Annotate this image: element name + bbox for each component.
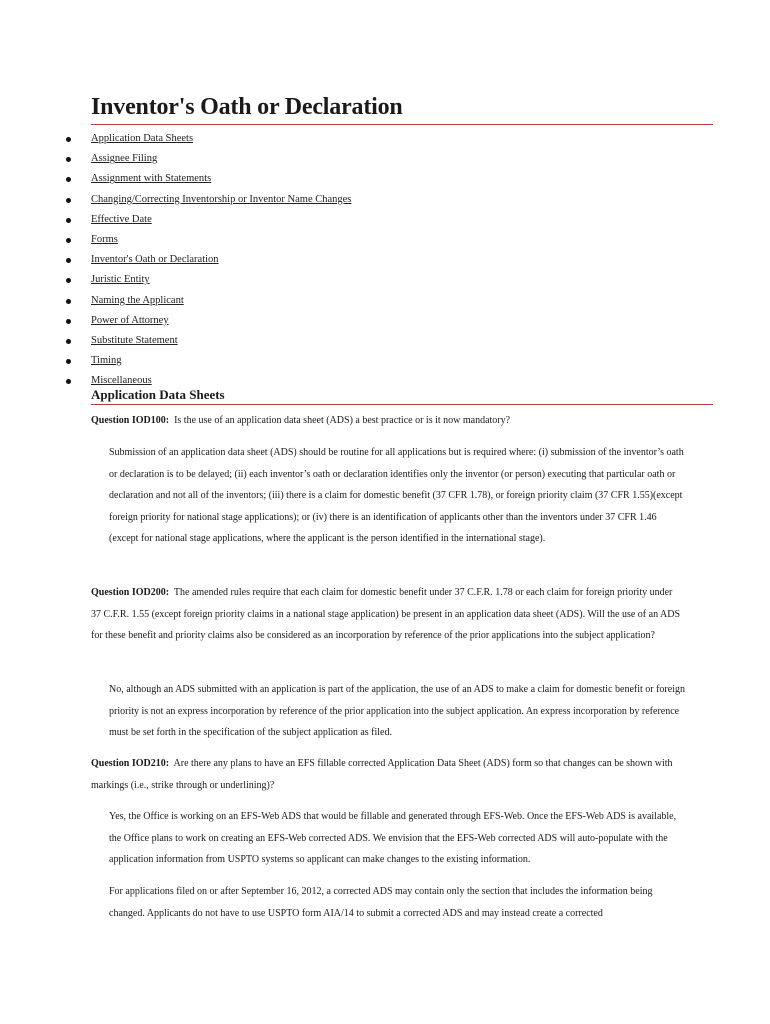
bullet-icon: [66, 278, 71, 283]
question-iod200: [91, 582, 681, 647]
bullet-icon: [66, 198, 71, 203]
bullet-icon: [66, 177, 71, 182]
question-text: Are there any plans to have an EFS fillable corrected Application Data Sheet (ADS) form so that changes can be shown with markings (i.e., strike through or underlining)?: [91, 758, 673, 791]
bullet-icon: [66, 359, 71, 364]
toc-link-timing[interactable]: Timing: [91, 355, 122, 367]
toc-link-naming-the-applicant[interactable]: Naming the Applicant: [91, 294, 184, 306]
bullet-icon: [66, 218, 71, 223]
answer-iod200: No, although an ADS submitted with an application is part of the application, the use of an ADS to make a claim for domestic benefit or foreign priority is not an express incorporation by reference of the prior application into the subject application. An express incorporation by reference must be set forth in the specification of the subject application as filed.: [109, 684, 685, 739]
bullet-icon: [66, 319, 71, 324]
section-heading: Application Data Sheets: [91, 387, 225, 402]
question-label: Question IOD210:: [91, 758, 170, 769]
bullet-icon: [66, 299, 71, 304]
toc-link-effective-date[interactable]: Effective Date: [91, 213, 152, 225]
toc-link-substitute-statement[interactable]: Substitute Statement: [91, 334, 178, 346]
toc-link-juristic-entity[interactable]: Juristic Entity: [91, 274, 150, 286]
page-title: Inventor's Oath or Declaration: [91, 94, 403, 120]
answer-iod100: Submission of an application data sheet (ADS) should be routine for all applications but is required where: (i) submission of the inventor’s oath or declaration is to be delayed; (ii) each inventor’s oath or declaration identifies only the inventor (or person) executing that particular oath or declaration and not all of the inventors; (iii) there is a claim for domestic benefit (37 CFR 1.78), or foreign priority claim (37 CFR 1.55)(except foreign priority for national stage applications); or (iv) there is an identification of applicants other than the inventors under 37 CFR 1.46 (except for national stage applications, where the applicant is the person identified in the international stage).: [109, 447, 684, 545]
question-iod100: [91, 410, 681, 432]
answer-iod210-part2: For applications filed on or after September 16, 2012, a corrected ADS may contain only the section that includes the information being changed. Applicants do not have to use USPTO form AIA/14 to submit a corrected ADS and may instead create a corrected: [109, 886, 653, 919]
question-iod210: [91, 753, 681, 796]
toc-link-application-data-sheets[interactable]: Application Data Sheets: [91, 133, 194, 144]
bullet-icon: [66, 339, 71, 344]
bullet-icon: [66, 258, 71, 263]
question-text: The amended rules require that each claim for domestic benefit under 37 C.F.R. 1.78 or each claim for foreign priority under 37 C.F.R. 1.55 (except foreign priority claims in a national stage application) be present in an application data sheet (ADS). Will the use of an ADS for these benefit and priority claims also be considered as an incorporation by reference of the prior applications into the subject application?: [91, 587, 681, 642]
toc-link-forms[interactable]: Forms: [91, 233, 118, 245]
question-text: Is the use of an application data sheet (ADS) a best practice or is it now mandatory?: [174, 415, 511, 426]
answer-iod210-part1: Yes, the Office is working on an EFS-Web ADS that would be fillable and generated through EFS-Web. Once the EFS-Web ADS is available, the Office plans to work on creating an EFS-Web corrected ADS. We envision that the EFS-Web corrected ADS will auto-populate with the application information from USPTO systems so applicant can make changes to the existing information.: [109, 811, 677, 866]
title-divider: [91, 124, 713, 125]
question-label: Question IOD100:: [91, 415, 170, 426]
toc-link-power-of-attorney[interactable]: Power of Attorney: [91, 314, 169, 326]
bullet-icon: [66, 137, 71, 142]
toc-link-inventors-oath[interactable]: Inventor's Oath or Declaration: [91, 254, 219, 266]
bullet-icon: [66, 379, 71, 384]
bullet-icon: [66, 238, 71, 243]
toc-link-miscellaneous[interactable]: Miscellaneous: [91, 375, 152, 387]
toc-link-assignment-with-statements[interactable]: Assignment with Statements: [91, 173, 212, 185]
question-label: Question IOD200:: [91, 587, 170, 598]
section-divider: [91, 404, 713, 405]
toc-link-changing-inventorship[interactable]: Changing/Correcting Inventorship or Inventor Name Changes: [91, 193, 352, 205]
toc-link-assignee-filing[interactable]: Assignee Filing: [91, 153, 158, 165]
bullet-icon: [66, 157, 71, 162]
